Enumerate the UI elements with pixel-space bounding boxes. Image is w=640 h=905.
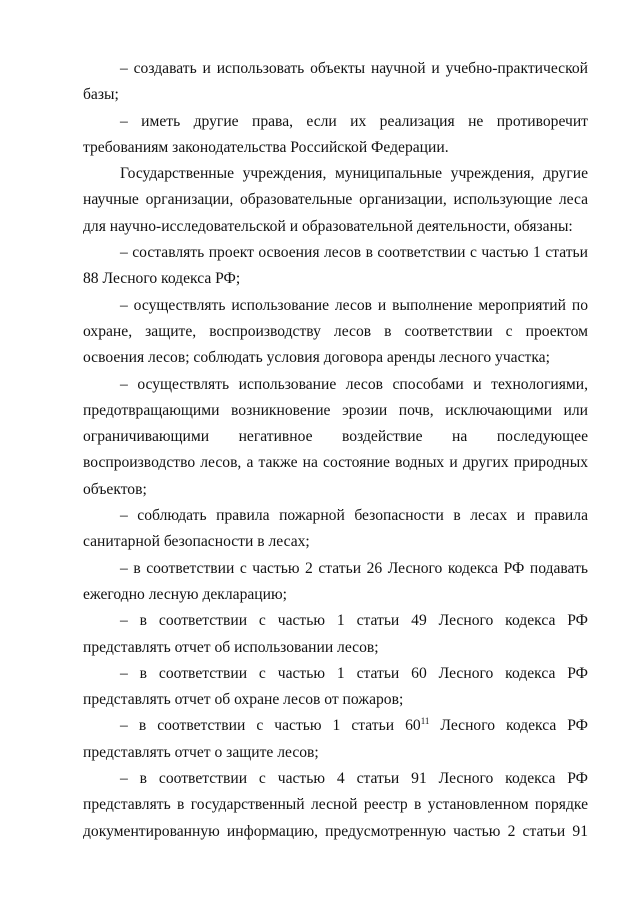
paragraph-forest-register: – в соответствии с частью 4 статьи 91 Лесного кодекса РФ представлять в государственный лесной реестр в установленном порядке документированную информацию, предусмотренную частью 2 статьи 91 [83,770,588,840]
paragraph-forest-development-project: – составлять проект освоения лесов в соответствии с частью 1 статьи 88 Лесного кодекса РФ; [83,244,588,288]
paragraph-obligations-intro: Государственные учреждения, муниципальные учреждения, другие научные организации, образовательные организации, использующие леса для научно-исследовательской и образовательной деятельности, обязаны: [83,165,588,235]
paragraph-rights-research-base: – создавать и использовать объекты научной и учебно-практической базы; [83,60,588,104]
paragraph-forest-declaration: – в соответствии с частью 2 статьи 26 Лесного кодекса РФ подавать ежегодно лесную декларацию; [83,559,588,603]
paragraph-forest-use-measures: – осуществлять использование лесов и выполнение мероприятий по охране, защите, воспроизводству лесов в соответствии с проектом освоения лесов; соблюдать условия договора аренды лесного участка; [83,296,588,367]
paragraph-erosion-prevention: – осуществлять использование лесов способами и технологиями, предотвращающими возникновение эрозии почв, исключающими или ограничивающими негативное воздействие на последующее воспроизводство лесов, а также на состояние водных и других природных объектов; [83,375,588,498]
paragraph-fire-protection-report: – в соответствии с частью 1 статьи 60 Лесного кодекса РФ представлять отчет об охране лесов от пожаров; [83,664,588,709]
paragraph-rights-other: – иметь другие права, если их реализация не противоречит требованиям законодательства Российской Федерации. [83,112,588,156]
paragraph-text-after-superscript: Лесного кодекса РФ представлять отчет о защите лесов; [83,717,588,761]
paragraph-forest-use-report: – в соответствии с частью 1 статьи 49 Лесного кодекса РФ представлять отчет об использовании лесов; [83,612,588,656]
document-page [83,56,588,845]
paragraph-text-before-superscript: – в соответствии с частью 1 статьи 60 [120,717,421,735]
paragraph-fire-safety: – соблюдать правила пожарной безопасности в лесах и правила санитарной безопасности в лесах; [83,507,588,551]
article-superscript: 11 [420,716,430,727]
paragraph-forest-protection-report [83,713,588,766]
